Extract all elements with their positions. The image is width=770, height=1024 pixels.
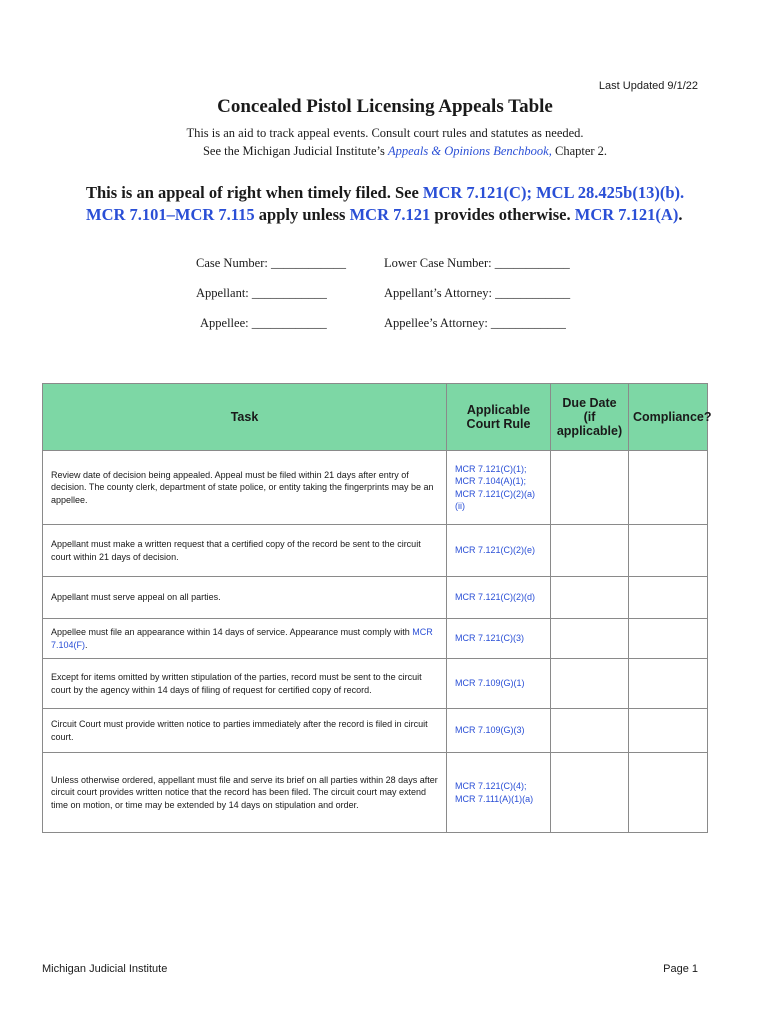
mcr-7104f-link[interactable]: MCR 7.104(F)	[51, 627, 433, 650]
due-date-cell[interactable]	[551, 709, 629, 753]
court-rule-link[interactable]: MCR 7.109(G)(1)	[447, 659, 551, 709]
due-date-cell[interactable]	[551, 659, 629, 709]
table-row	[43, 709, 708, 753]
intro-text: .	[678, 205, 683, 224]
mcr-7121-link[interactable]: MCR 7.121	[349, 205, 431, 224]
table-header-row	[43, 384, 708, 451]
lower-case-number-field[interactable]: Lower Case Number: ____________	[384, 256, 570, 270]
due-date-cell[interactable]	[551, 577, 629, 619]
intro-text: apply unless	[254, 205, 350, 224]
due-date-cell[interactable]	[551, 525, 629, 577]
compliance-cell[interactable]	[629, 451, 708, 525]
table-row	[43, 619, 708, 659]
mcr-7101-7115-link[interactable]: MCR 7.101–MCR 7.115	[86, 205, 255, 224]
court-rule-link[interactable]: MCR 7.121(C)(2)(d)	[447, 577, 551, 619]
task-text: Appellee must file an appearance within 14 days of service. Appearance must comply with	[51, 627, 413, 637]
table-row	[43, 525, 708, 577]
intro-paragraph	[86, 182, 726, 226]
mcr-7121a-link[interactable]: MCR 7.121(A)	[574, 205, 679, 224]
due-date-cell[interactable]	[551, 619, 629, 659]
court-rule-link[interactable]: MCR 7.121(C)(1); MCR 7.104(A)(1); MCR 7.121(C)(2)(a)(ii)	[447, 451, 551, 525]
appellant-attorney-field[interactable]: Appellant’s Attorney: ____________	[384, 286, 571, 300]
appeals-table	[42, 383, 712, 833]
intro-text: provides otherwise.	[430, 205, 575, 224]
page-title: Concealed Pistol Licensing Appeals Table	[217, 96, 553, 117]
case-number-field[interactable]: Case Number: ____________	[196, 256, 346, 270]
court-rule-link[interactable]: MCR 7.109(G)(3)	[447, 709, 551, 753]
mcr-7121c-link[interactable]: MCR 7.121(C); MCL 28.425b(13)(b).	[422, 183, 685, 202]
task-text: .	[85, 639, 88, 650]
compliance-cell[interactable]	[629, 753, 708, 833]
task-cell: Unless otherwise ordered, appellant must file and serve its brief on all parties within 28 days after circuit court provides written notice that the record has been filed. The circuit court may extend time on motion, or time may be extended by 14 days on stipulation and order.	[43, 753, 447, 833]
task-cell: Appellant must make a written request that a certified copy of the record be sent to the circuit court within 21 days of decision.	[43, 525, 447, 577]
court-rule-link[interactable]: MCR 7.121(C)(4); MCR 7.111(A)(1)(a)	[447, 753, 551, 833]
compliance-cell[interactable]	[629, 709, 708, 753]
task-cell: Circuit Court must provide written notice to parties immediately after the record is filed in circuit court.	[43, 709, 447, 753]
task-cell: Review date of decision being appealed. Appeal must be filed within 21 days after entry of decision. The county clerk, department of state police, or entity taking the fingerprints may be an appellee.	[43, 451, 447, 525]
appellant-field[interactable]: Appellant: ____________	[196, 286, 327, 300]
subtitle-benchbook	[0, 144, 770, 159]
table-row	[43, 659, 708, 709]
header-task: Task	[43, 384, 447, 451]
compliance-cell[interactable]	[629, 577, 708, 619]
table-row	[43, 451, 708, 525]
court-rule-link[interactable]: MCR 7.121(C)(3)	[447, 619, 551, 659]
header-due-date: Due Date (if applicable)	[551, 384, 629, 451]
appellee-field[interactable]: Appellee: ____________	[200, 316, 327, 330]
compliance-cell[interactable]	[629, 525, 708, 577]
subtitle-aid: This is an aid to track appeal events. Consult court rules and statutes as needed.	[186, 126, 584, 140]
compliance-cell[interactable]	[629, 619, 708, 659]
task-cell	[43, 619, 447, 659]
last-updated-date: Last Updated 9/1/22	[598, 80, 698, 92]
table-row	[43, 577, 708, 619]
subtitle-suffix: Chapter 2.	[551, 144, 608, 158]
due-date-cell[interactable]	[551, 753, 629, 833]
compliance-cell[interactable]	[629, 659, 708, 709]
subtitle-prefix: See the Michigan Judicial Institute’s	[202, 144, 388, 158]
header-court-rule: Applicable Court Rule	[447, 384, 551, 451]
table-row	[43, 753, 708, 833]
task-cell: Appellant must serve appeal on all parties.	[43, 577, 447, 619]
appellee-attorney-field[interactable]: Appellee’s Attorney: ____________	[384, 316, 566, 330]
header-compliance: Compliance?	[629, 384, 708, 451]
footer-institute: Michigan Judicial Institute	[42, 963, 168, 975]
intro-text: This is an appeal of right when timely filed. See	[86, 183, 423, 202]
court-rule-link[interactable]: MCR 7.121(C)(2)(e)	[447, 525, 551, 577]
task-cell: Except for items omitted by written stipulation of the parties, record must be sent to the circuit court by the agency within 14 days of filing of request for certified copy of record.	[43, 659, 447, 709]
page-number: Page 1	[663, 963, 698, 975]
due-date-cell[interactable]	[551, 451, 629, 525]
benchbook-link[interactable]: Appeals & Opinions Benchbook,	[387, 144, 552, 158]
